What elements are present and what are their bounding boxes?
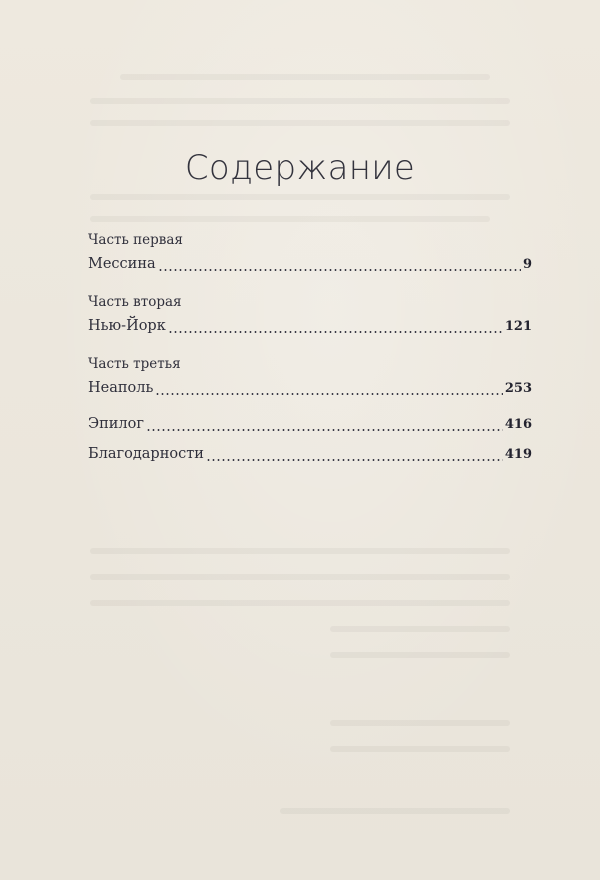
toc-entry-page: 9 bbox=[522, 257, 532, 272]
leader-dots bbox=[155, 393, 502, 395]
toc-entry-page: 419 bbox=[504, 447, 532, 462]
bleed-through-line bbox=[330, 746, 510, 752]
toc-entry-title: Неаполь bbox=[88, 380, 154, 396]
bleed-through-line bbox=[90, 548, 510, 554]
bleed-through-line bbox=[330, 652, 510, 658]
toc-entry-title: Эпилог bbox=[88, 416, 144, 432]
toc-entry-title: Благодарности bbox=[88, 446, 204, 462]
toc-entry[interactable] bbox=[88, 256, 532, 276]
page-title: Содержание bbox=[184, 148, 416, 188]
leader-dots bbox=[206, 459, 503, 461]
toc-entry-page: 121 bbox=[504, 319, 532, 334]
bleed-through-line bbox=[330, 720, 510, 726]
toc-part-label: Часть вторая bbox=[88, 294, 182, 310]
toc-entry-title: Нью-Йорк bbox=[88, 318, 166, 334]
leader-dots bbox=[158, 269, 521, 271]
toc-entry-page: 416 bbox=[504, 417, 532, 432]
bleed-through-line bbox=[120, 74, 490, 80]
bleed-through-line bbox=[90, 600, 510, 606]
toc-entry[interactable] bbox=[88, 416, 532, 436]
bleed-through-line bbox=[90, 574, 510, 580]
bleed-through-line bbox=[90, 98, 510, 104]
toc-entry[interactable] bbox=[88, 318, 532, 338]
toc-part-label: Часть третья bbox=[88, 356, 181, 372]
bleed-through-line bbox=[90, 194, 510, 200]
bleed-through-line bbox=[90, 120, 510, 126]
bleed-through-line bbox=[90, 216, 490, 222]
bleed-through-line bbox=[280, 808, 510, 814]
bleed-through-line bbox=[330, 626, 510, 632]
toc-entry[interactable] bbox=[88, 380, 532, 400]
toc-entry[interactable] bbox=[88, 446, 532, 466]
leader-dots bbox=[146, 429, 503, 431]
toc-entry-title: Мессина bbox=[88, 256, 156, 272]
toc-part-label: Часть первая bbox=[88, 232, 183, 248]
toc-entry-page: 253 bbox=[504, 381, 532, 396]
leader-dots bbox=[168, 331, 503, 333]
